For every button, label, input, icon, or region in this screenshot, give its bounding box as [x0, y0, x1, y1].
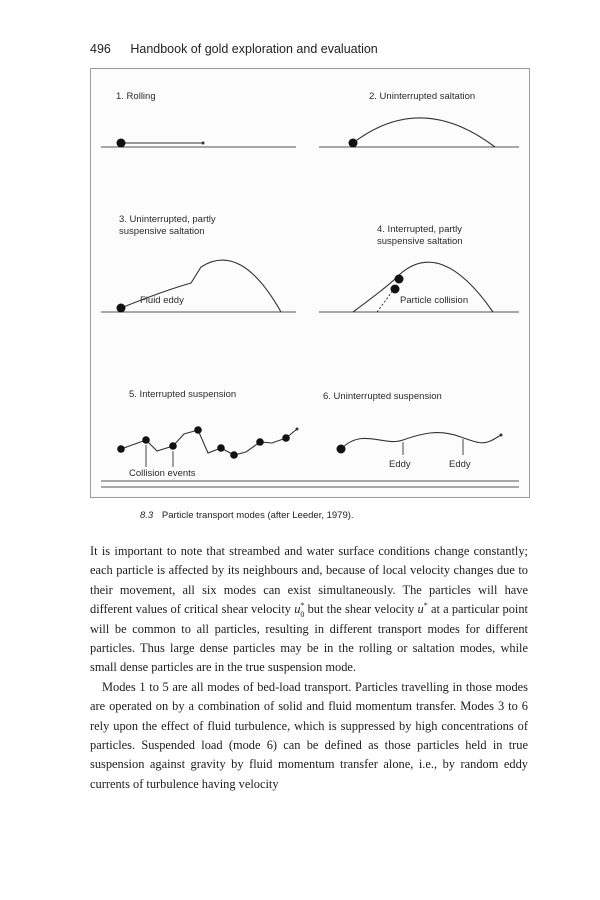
running-head: [90, 42, 378, 56]
panel-1-particle: [117, 139, 126, 148]
symbol-star-sup: *: [423, 601, 428, 611]
symbol-zero-sub: 0: [300, 609, 305, 619]
panel-5-particle: [282, 434, 290, 442]
panel-6-trajectory: [341, 433, 501, 449]
figure-particle-transport-modes: [90, 68, 530, 498]
paragraph-1-part-a: It is important to note that streambed and water surface conditions change constantly; each particle is affected by its neighbours and, because of local velocity changes due to their movement, all six modes can exist simultaneously. The particles will have different values of critical shear velocity: [90, 544, 528, 617]
panel-3-label-line1: 3. Uninterrupted, partly: [119, 214, 216, 225]
figure-drawing: [91, 69, 529, 497]
panel-4-particle-upper: [395, 275, 404, 284]
panel-5-particle: [142, 436, 150, 444]
panel-4-annotation: Particle collision: [400, 295, 469, 306]
paragraph-2: Modes 1 to 5 are all modes of bed-load transport. Particles travelling in those modes are operated on by a combination of solid and fluid momentum transfer. Modes 3 to 6 rely upon the effect of fluid turbulence, which is suppressed by high concentrations of particles. Suspended load (mode 6) can be defined as those particles held in true suspension against gravity by fluid momentum transfer alone, i.e., by random eddy currents of turbulence having velocity: [90, 679, 528, 791]
caption-text: Particle transport modes (after Leeder, 1979).: [161, 510, 354, 521]
body-text: [90, 542, 528, 794]
symbol-star-sup: *: [300, 601, 305, 611]
panel-4-label-line2: suspensive saltation: [377, 236, 463, 247]
panel-4-label-line1: 4. Interrupted, partly: [377, 224, 463, 235]
panel-6-label: 6. Uninterrupted suspension: [323, 391, 442, 402]
paragraph-1: [90, 542, 528, 678]
panel-5-particle: [169, 442, 177, 450]
panel-6-trajectory-end: [500, 434, 503, 437]
panel-1-label: 1. Rolling: [116, 91, 156, 102]
panel-5-particle: [117, 445, 125, 453]
panel-6-annotation-2: Eddy: [449, 459, 471, 470]
panel-2-particle: [349, 139, 358, 148]
paragraph-1-part-c: at a particular point will be common to all particles, resulting in different transport modes for different particles. Thus large dense particles may be in the rolling or saltation modes, while small dense particles are in the true suspension mode.: [90, 602, 528, 675]
panel-2-trajectory: [353, 118, 495, 147]
panel-1-arrowhead: [202, 142, 205, 145]
panel-6-particle: [337, 445, 346, 454]
panel-5-particle: [217, 444, 225, 452]
panel-3-annotation: Fluid eddy: [140, 295, 184, 306]
panel-5-particle: [256, 438, 264, 446]
page-number: 496: [90, 42, 111, 56]
paragraph-1-part-b: but the shear velocity: [304, 602, 418, 617]
figure-number: 8.3: [140, 510, 154, 521]
symbol-u: u: [294, 602, 301, 617]
panel-6-annotation-1: Eddy: [389, 459, 411, 470]
panel-2-label: 2. Uninterrupted saltation: [369, 91, 476, 102]
panel-5-trajectory-end: [296, 428, 299, 431]
panel-4-particle-lower: [391, 285, 400, 294]
panel-5-particle: [230, 451, 238, 459]
panel-5-particle: [194, 426, 202, 434]
panel-5-label: 5. Interrupted suspension: [129, 389, 237, 400]
symbol-u: u: [417, 602, 424, 617]
figure-caption: [140, 510, 354, 521]
panel-5-annotation: Collision events: [129, 468, 196, 479]
panel-4-trajectory-approach: [353, 275, 399, 312]
panel-3-particle: [117, 304, 126, 313]
book-title: Handbook of gold exploration and evaluation: [130, 42, 378, 56]
panel-3-label-line2: suspensive saltation: [119, 226, 205, 237]
